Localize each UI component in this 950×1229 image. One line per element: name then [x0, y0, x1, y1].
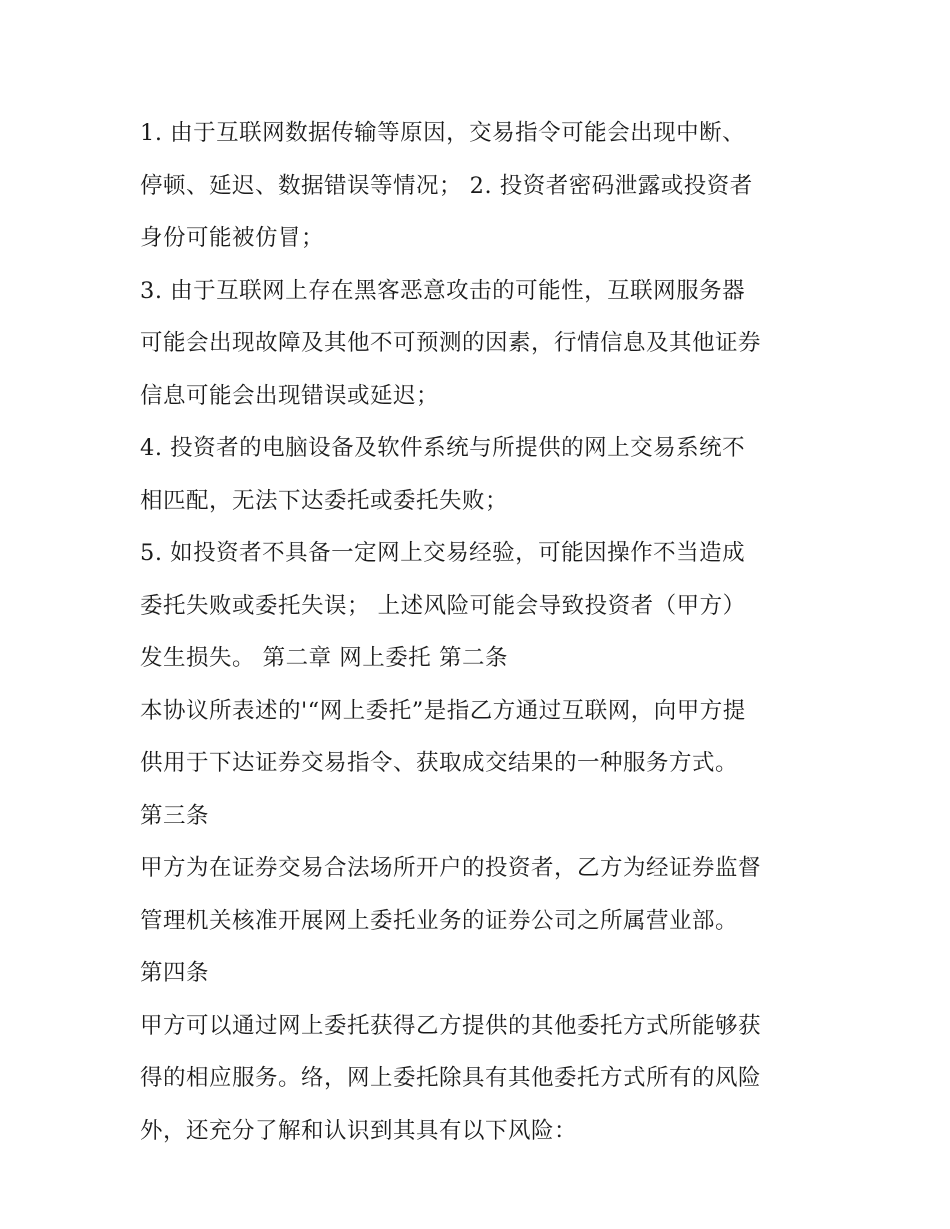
text-line: 供用于下达证券交易指令、获取成交结果的一种服务方式。	[140, 750, 739, 776]
text-line: 可能会出现故障及其他不可预测的因素，行情信息及其他证券	[140, 330, 762, 356]
text-line: 委托失败或委托失误； 上述风险可能会导致投资者（甲方）	[140, 592, 746, 619]
text-line: 甲方可以通过网上委托获得乙方提供的其他委托方式所能够获	[140, 1012, 762, 1039]
text-line: 管理机关核准开展网上委托业务的证券公司之所属营业部。	[140, 907, 739, 934]
text-line: 本协议所表述的'“网上委托”是指乙方通过互联网，向甲方提	[140, 697, 746, 724]
text-line: 身份可能被仿冒；	[140, 225, 325, 251]
text-line: 相匹配，无法下达委托或委托失败；	[140, 487, 509, 514]
document-body	[140, 107, 820, 1157]
text-line: 3. 由于互联网上存在黑客恶意攻击的可能性，互联网服务器	[140, 277, 746, 304]
text-line: 得的相应服务。络，网上委托除具有其他委托方式所有的风险	[140, 1065, 762, 1091]
text-line: 1. 由于互联网数据传输等原因，交易指令可能会出现中断、	[140, 120, 746, 146]
text-line: 信息可能会出现错误或延迟；	[140, 382, 440, 409]
text-line: 4. 投资者的电脑设备及软件系统与所提供的网上交易系统不	[140, 435, 746, 461]
section-heading: 第三条	[140, 802, 210, 829]
text-line: 外，还充分了解和认识到其具有以下风险：	[140, 1117, 578, 1144]
text-line: 甲方为在证券交易合法场所开户的投资者，乙方为经证券监督	[140, 855, 762, 881]
section-heading: 第四条	[140, 960, 210, 986]
text-line: 发生损失。 第二章 网上委托 第二条	[140, 645, 508, 671]
text-line: 停顿、延迟、数据错误等情况； 2. 投资者密码泄露或投资者	[140, 172, 753, 199]
text-line: 5. 如投资者不具备一定网上交易经验，可能因操作不当造成	[140, 540, 746, 566]
